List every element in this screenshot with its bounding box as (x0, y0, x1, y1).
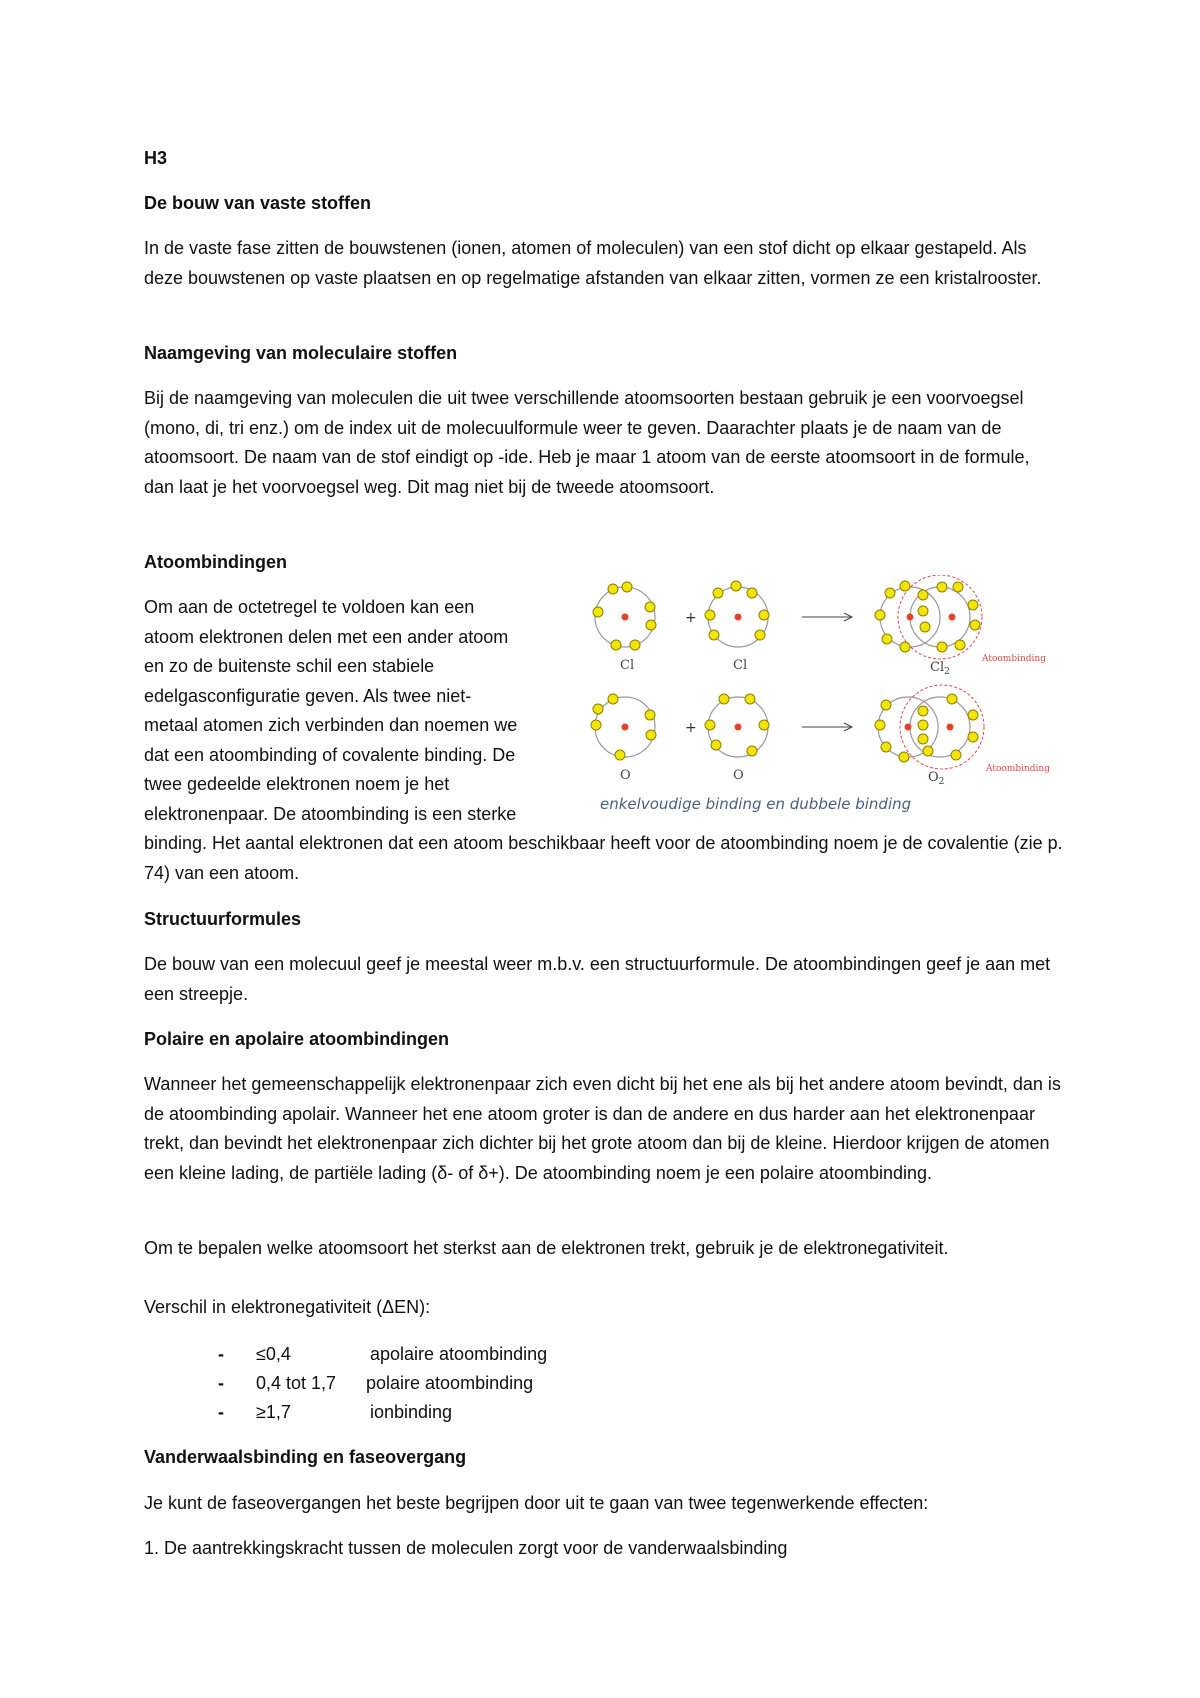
paragraph-naamgeving: Bij de naamgeving van moleculen die uit twee verschillende atoomsoorten bestaan gebruik je een voorvoegsel (mono, di, tri enz.) om de index uit de molecuulformule weer te geven. Daarachter plaats je de naam van de atoomsoort. De naam van de stof eindigt op -ide. Heb je maar 1 atoom van de eerste atoomsoort in de formule, dan laat je het voorvoegsel weg. Dit mag niet bij de tweede atoomsoort. (144, 388, 1030, 497)
en-difference-label: Verschil in elektronegativiteit (ΔEN): (144, 1297, 431, 1317)
row1-atom-a (593, 582, 656, 650)
formula-subscript: 2 (938, 777, 945, 787)
bond-note-1: Atoombinding (982, 654, 1046, 664)
paragraph-vanderwaals: Je kunt de faseovergangen het beste begrijpen door uit te gaan van twee tegenwerkende effecten: (144, 1493, 929, 1513)
section-title-vanderwaals: Vanderwaalsbinding en faseovergang (144, 1447, 467, 1467)
text-line: dat een atoombinding of covalente binding. De (144, 744, 516, 765)
section-title-bouw: De bouw van vaste stoffen (144, 193, 372, 213)
en-range: ≥1,7 (256, 1402, 291, 1422)
nucleus-icon (735, 614, 742, 621)
paragraph-atoombinding-continuation: binding. Het aantal elektronen dat een atoom beschikbaar heeft voor de atoombinding noem je de covalentie (zie p. 74) van een atoom. (144, 833, 1063, 883)
en-range: ≤0,4 (256, 1344, 291, 1364)
formula-main: O (928, 770, 939, 785)
nucleus-icon (905, 724, 912, 731)
reaction-arrow (802, 613, 852, 621)
paragraph-structuurformules: De bouw van een molecuul geef je meestal weer m.b.v. een structuurformule. De atoombindingen geef je aan met een streepje. (144, 954, 1051, 1004)
label-o-b: O (733, 768, 744, 783)
atom-bonding-figure (590, 575, 1050, 825)
reaction-arrow (802, 723, 852, 731)
bond-type: ionbinding (370, 1402, 453, 1422)
nucleus-icon (735, 724, 742, 731)
text-line: en zo de buitenste schil een stabiele (144, 656, 435, 676)
plus-sign: + (685, 610, 697, 626)
nucleus-icon (622, 614, 629, 621)
text-line: atoom elektronen delen met een ander atoom (144, 626, 509, 647)
nucleus-icon (622, 724, 629, 731)
paragraph-polair: Wanneer het gemeenschappelijk elektronenpaar zich even dicht bij het ene als bij het andere atoom bevindt, dan is de atoombinding apolair. Wanneer het ene atoom groter is dan de andere en dus harder aan het elektronenpaar trekt, dan bevindt het elektronenpaar zich dichter bij het grote atoom dan bij de kleine. Hierdoor krijgen de atomen een kleine lading, de partiële lading (δ- of δ+). De atoombinding noem je een polaire atoombinding. (144, 1074, 1061, 1183)
figure-caption: enkelvoudige binding en dubbele binding (600, 795, 912, 813)
nucleus-icon (949, 614, 956, 621)
row2-atom-b (705, 694, 769, 757)
text-line: metaal atomen zich verbinden dan noemen we (144, 715, 518, 735)
en-range: 0,4 tot 1,7 (256, 1373, 337, 1393)
formula-main: Cl (930, 660, 945, 675)
text-line: twee gedeelde elektronen noem je het (144, 774, 450, 794)
formula-subscript: 2 (944, 667, 950, 677)
row2-molecule (875, 685, 984, 769)
paragraph-elektronegativiteit: Om te bepalen welke atoomsoort het sterkst aan de elektronen trekt, gebruik je de elektronegativiteit. (144, 1238, 949, 1258)
atoombinding-wrapped-text (144, 593, 584, 829)
section-title-atoombindingen: Atoombindingen (144, 552, 287, 572)
paragraph-bouw: In de vaste fase zitten de bouwstenen (ionen, atomen of moleculen) van een stof dicht op elkaar gestapeld. Als deze bouwstenen op vaste plaatsen en op regelmatige afstanden van elkaar zitten, vormen ze een kristalrooster. (144, 238, 1042, 288)
section-title-structuurformules: Structuurformules (144, 909, 302, 929)
label-o-a: O (620, 768, 631, 783)
text-line: edelgasconfiguratie geven. Als twee niet- (144, 685, 472, 706)
bond-type: polaire atoombinding (366, 1373, 534, 1393)
nucleus-icon (947, 724, 954, 731)
chapter-heading: H3 (144, 148, 168, 168)
numbered-item-1: 1. De aantrekkingskracht tussen de moleculen zorgt voor de vanderwaalsbinding (144, 1538, 788, 1558)
nucleus-icon (907, 614, 914, 621)
bullet-dash: - (218, 1402, 224, 1422)
section-title-polair: Polaire en apolaire atoombindingen (144, 1029, 450, 1049)
bond-type: apolaire atoombinding (370, 1344, 548, 1364)
label-o2 (928, 770, 944, 787)
plus-sign: + (685, 720, 697, 736)
bond-note-2: Atoombinding (986, 764, 1050, 774)
label-cl-b: Cl (733, 658, 748, 673)
label-cl-a: Cl (620, 658, 635, 673)
text-line: elektronenpaar. De atoombinding is een sterke (144, 803, 517, 824)
bullet-dash: - (218, 1373, 224, 1393)
bullet-dash: - (218, 1344, 224, 1364)
section-title-naamgeving: Naamgeving van moleculaire stoffen (144, 343, 458, 363)
row1-molecule (875, 575, 982, 659)
row2-atom-a (591, 694, 656, 760)
text-line: Om aan de octetregel te voldoen kan een (144, 597, 475, 617)
row1-atom-b (705, 581, 769, 647)
label-cl2 (930, 660, 950, 677)
